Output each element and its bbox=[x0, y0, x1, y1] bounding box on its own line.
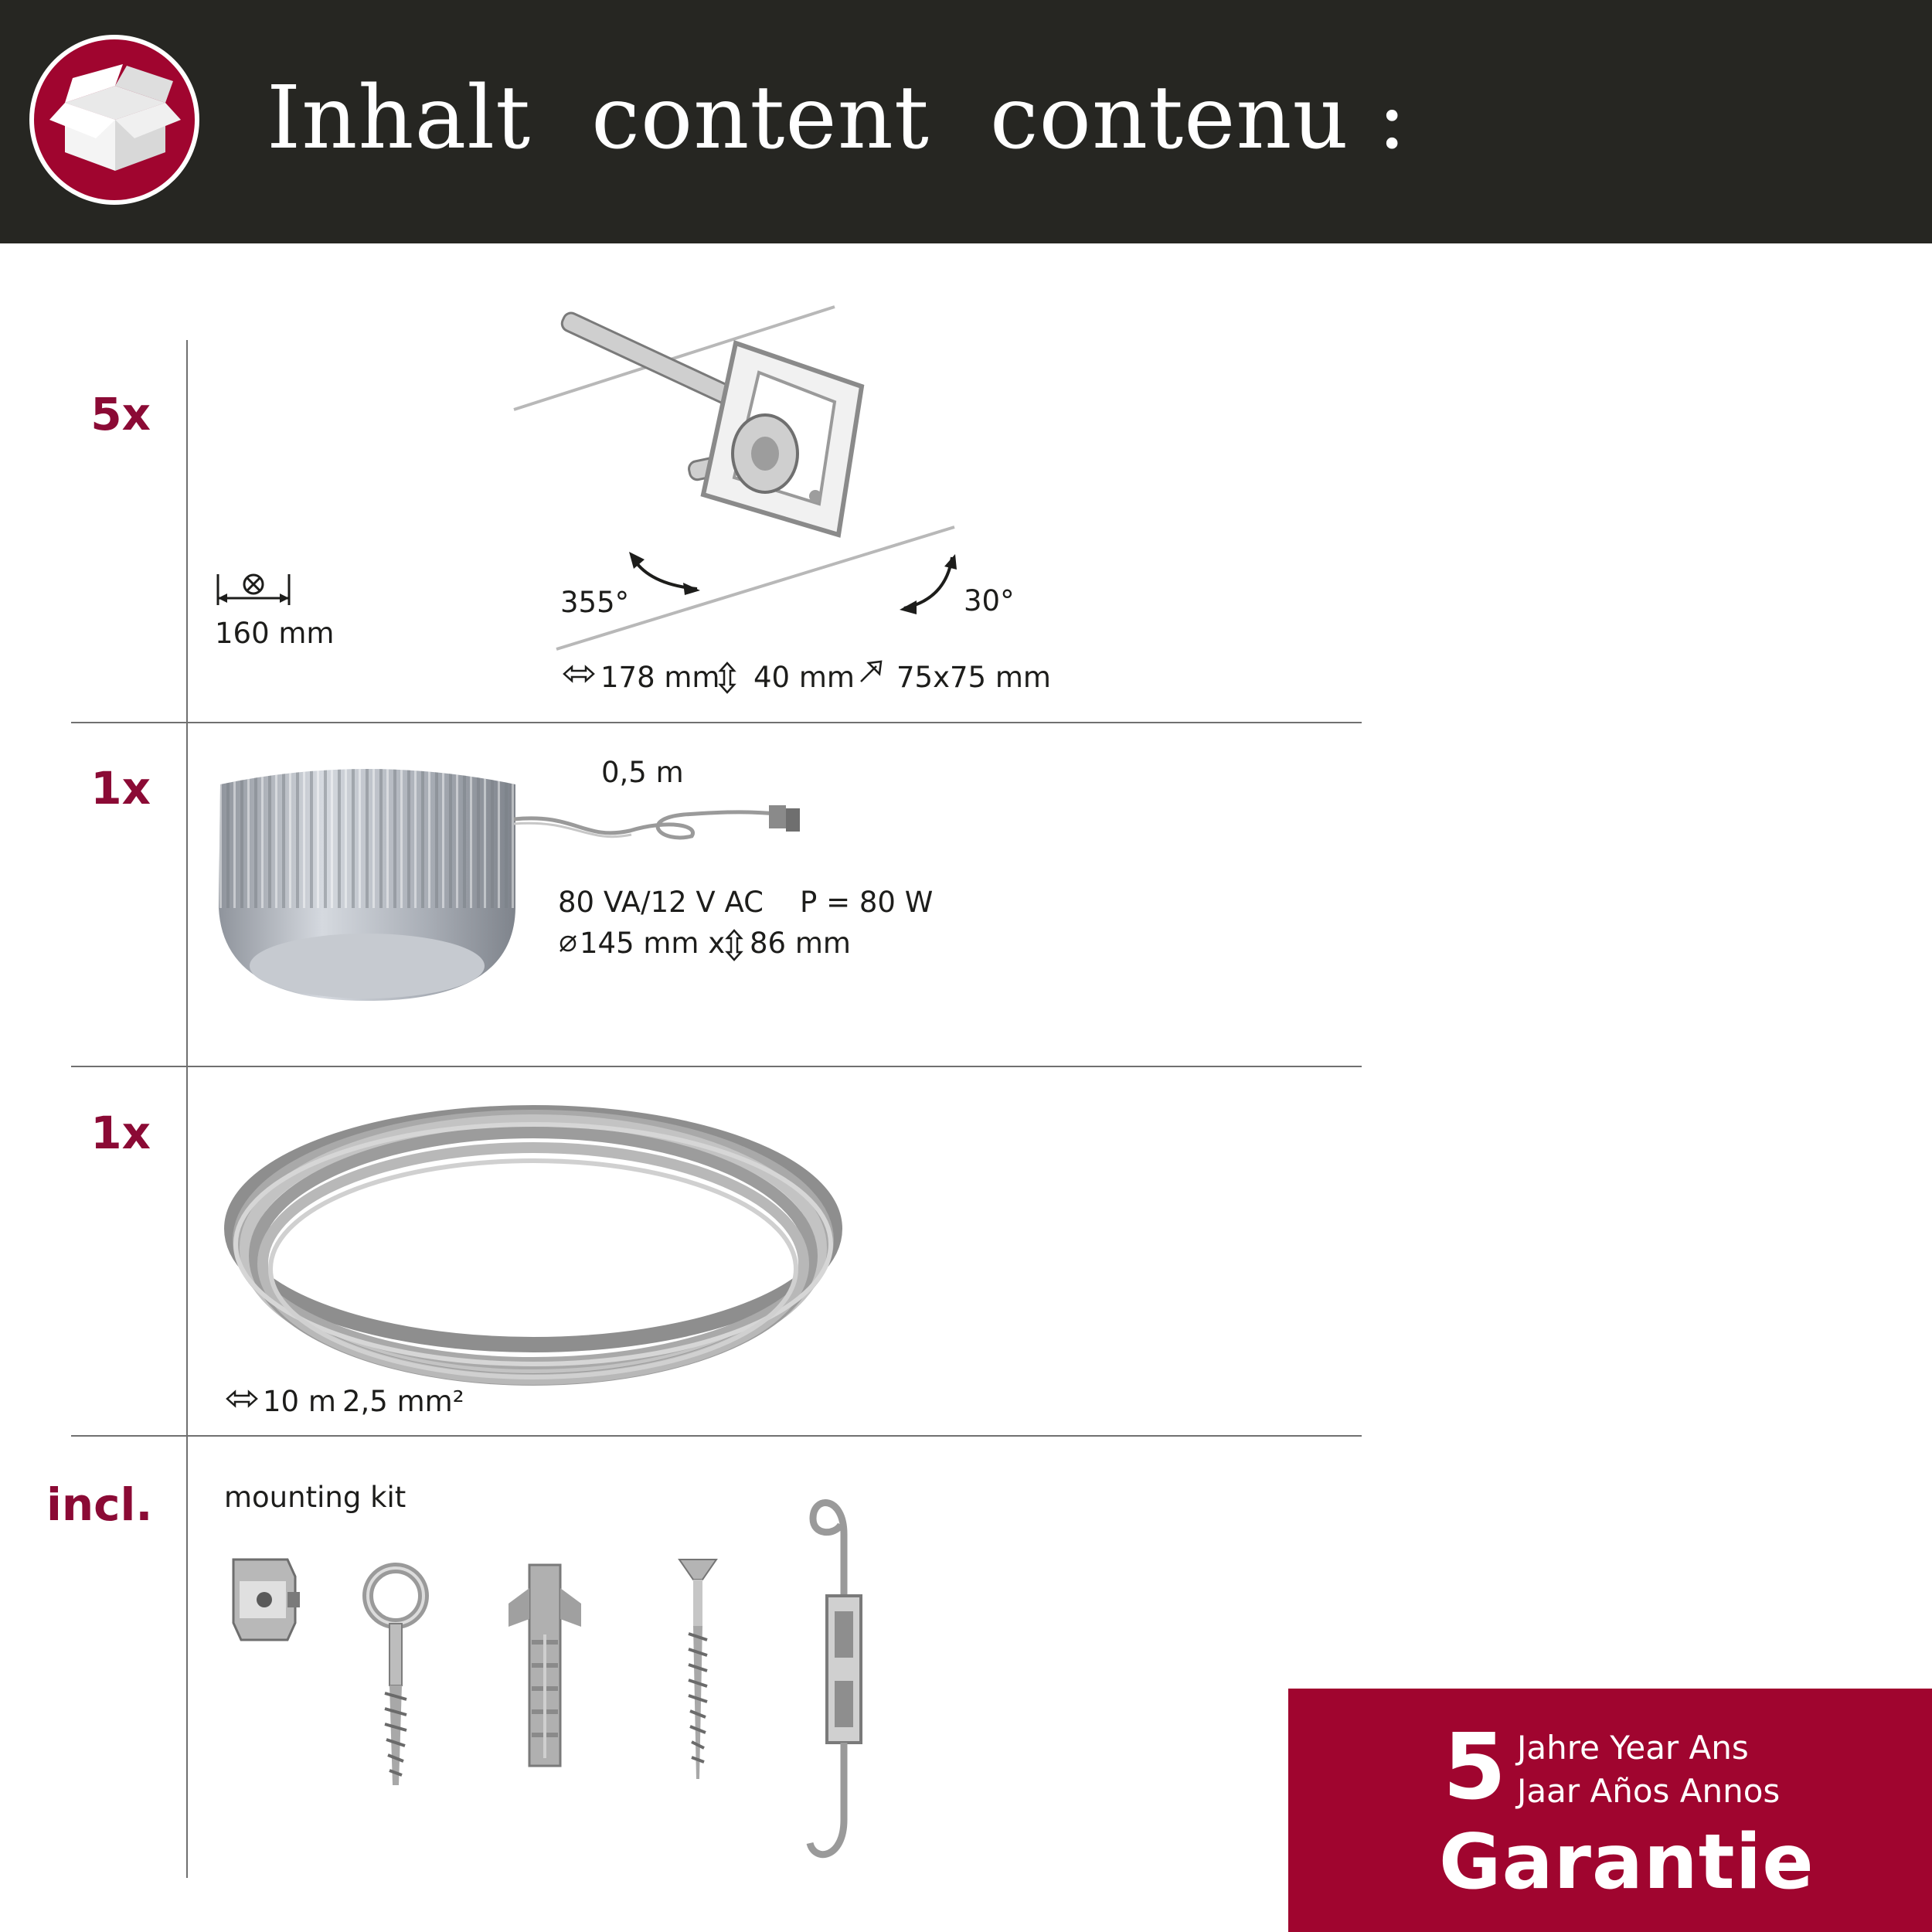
eye-screw-icon bbox=[357, 1557, 434, 1793]
mounting-kit-label: mounting kit bbox=[224, 1481, 406, 1514]
title-de: Inhalt bbox=[267, 68, 532, 168]
turnbuckle-icon bbox=[796, 1480, 889, 1866]
guarantee-box bbox=[1288, 1689, 1932, 1932]
guarantee-line2: Jaar Años Annos bbox=[1517, 1772, 1781, 1810]
lead-cable-illustration bbox=[514, 796, 823, 850]
width-arrow-icon bbox=[563, 665, 595, 683]
transformer-illustration bbox=[213, 753, 522, 1009]
transformer-height-icon bbox=[724, 929, 744, 961]
diagonal-arrow-icon bbox=[858, 658, 884, 685]
height-arrow-icon bbox=[717, 662, 737, 694]
box-icon bbox=[49, 63, 181, 179]
qty-cable: 1x bbox=[90, 1107, 151, 1159]
cable-length-arrow-icon bbox=[226, 1389, 258, 1408]
cable-coil-illustration bbox=[216, 1090, 850, 1399]
header-title bbox=[267, 68, 1407, 168]
column-divider bbox=[186, 340, 188, 1878]
spotlight-length: 178 mm bbox=[600, 661, 720, 694]
spotlight-height: 40 mm bbox=[753, 661, 855, 694]
spacing-icon bbox=[215, 570, 292, 609]
header-bar bbox=[0, 0, 1932, 243]
spotlight-size: 75x75 mm bbox=[896, 661, 1051, 694]
qty-transformer: 1x bbox=[90, 762, 151, 815]
rotate-vertical-icon bbox=[896, 553, 958, 614]
header-badge bbox=[29, 35, 199, 205]
transformer-height: 86 mm bbox=[750, 927, 851, 960]
transformer-diameter: 145 mm x bbox=[580, 927, 726, 960]
transformer-power: 80 VA/12 V AC P = 80 W bbox=[558, 886, 934, 919]
screw-icon bbox=[675, 1553, 721, 1785]
row-divider-2 bbox=[71, 1066, 1362, 1067]
row-divider-3 bbox=[71, 1435, 1362, 1437]
cable-length: 10 m bbox=[263, 1385, 336, 1418]
wall-plug-icon bbox=[502, 1557, 587, 1774]
cable-holder-icon bbox=[226, 1553, 303, 1646]
qty-mounting-kit: incl. bbox=[46, 1478, 153, 1531]
lead-length: 0,5 m bbox=[601, 756, 684, 789]
rotation-vertical: 30° bbox=[964, 584, 1015, 617]
title-en: content bbox=[591, 68, 930, 168]
title-fr: contenu : bbox=[989, 68, 1408, 168]
cable-cross-section: 2,5 mm² bbox=[342, 1385, 464, 1418]
guarantee-number: 5 bbox=[1443, 1713, 1507, 1820]
row-divider-1 bbox=[71, 722, 1362, 723]
guarantee-line1: Jahre Year Ans bbox=[1517, 1729, 1749, 1767]
rotate-horizontal-icon bbox=[626, 550, 703, 597]
guarantee-word: Garantie bbox=[1439, 1818, 1815, 1906]
qty-spotlight: 5x bbox=[90, 388, 151, 440]
spotlight-spacing: 160 mm bbox=[215, 617, 335, 650]
rotation-horizontal: 355° bbox=[560, 586, 630, 619]
diameter-icon bbox=[558, 934, 578, 954]
